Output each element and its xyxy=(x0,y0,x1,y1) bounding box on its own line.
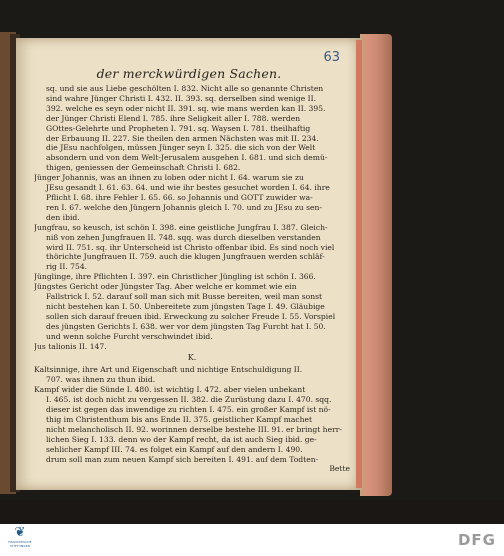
franckesche-stiftungen-logo xyxy=(4,526,36,554)
index-text xyxy=(34,84,350,474)
text-line: sind wahre Jünger Christi I. 432. II. 393. sq. derselben sind wenige II. xyxy=(46,93,317,103)
logo-mark-icon: ❦ xyxy=(14,525,26,540)
text-line: dieser ist gegen das inwendige zu richten I. 475. ein großer Kampf ist nö- xyxy=(46,405,331,414)
text-line: den ibid. xyxy=(46,212,80,222)
text-line: niß von zehen Jungfrauen II. 748. sqq. was durch dieselben verstanden xyxy=(46,232,321,242)
page-edge-stripe xyxy=(356,40,362,488)
text-line: der Erbauung II. 227. Sie theilen den armen Nächsten was mit II. 234. xyxy=(46,133,319,143)
section-letter: K. xyxy=(187,353,197,363)
index-entry: Jünglinge, ihre Pflichten I. 397. ein Christlicher Jüngling ist schön I. 366. xyxy=(34,272,316,282)
dfg-logo: DFG xyxy=(457,531,496,549)
index-entry: Kaltsinnige, ihre Art und Eigenschaft und nichtige Entschuldigung II. xyxy=(34,365,303,375)
text-line: lichen Sieg I. 133. denn wo der Kampf recht, da ist auch Sieg ibid. ge- xyxy=(46,434,317,444)
text-line: absondern und von dem Welt-Jerusalem ausgehen I. 681. und sich demü- xyxy=(46,153,328,163)
text-line: nicht bestehen kan I. 50. Unbereitete zum jüngsten Tage I. 49. Gläubige xyxy=(46,301,325,311)
text-line: I. 465. ist doch nicht zu vergessen II. 382. die Zurüstung dazu I. 470. sqq. xyxy=(46,395,332,405)
text-line: GOttes-Gelehrte und Propheten I. 791. sq. Waysen I. 781. theilhaftig xyxy=(46,123,311,133)
text-line: nicht melancholisch II. 92. worinnen derselbe bestehe III. 91. er bringt herr- xyxy=(46,424,342,434)
logo-text: FRANCKESCHE STIFTUNGEN xyxy=(8,540,32,548)
index-entry: Jungfrau, so keusch, ist schön I. 398. eine geistliche Jungfrau I. 387. Gleich- xyxy=(34,222,328,232)
footer-bar xyxy=(0,524,504,556)
text-line: sollen sich darauf freuen ibid. Erweckung zu solcher Freude I. 55. Vorspiel xyxy=(46,311,336,321)
page-number: 63 xyxy=(323,50,340,65)
text-line: und wenn solche Furcht verschwindet ibid. xyxy=(46,331,213,341)
text-line: Pflicht I. 68. ihre Fehler I. 65. 66. so Johannis und GOTT zuwider wa- xyxy=(46,192,313,202)
text-line: Fallstrick I. 52. darauf soll man sich mit Busse bereiten, weil man sonst xyxy=(46,292,323,302)
running-head: der merckwürdigen Sachen. xyxy=(96,66,282,81)
text-line: thigen, geniessen der Gemeinschaft Christi I. 682. xyxy=(46,163,241,173)
text-line: thig im Christenthum bis ans Ende II. 375. geistlicher Kampf machet xyxy=(46,414,313,424)
text-line: rig II. 754. xyxy=(46,262,88,272)
text-line: JEsu gesandt I. 61. 63. 64. und wie ihr bestes gesuchet worden I. 64. ihre xyxy=(46,183,330,193)
text-line: der Jünger Christi Elend I. 785. ihre Seligkeit aller I. 788. werden xyxy=(46,113,301,123)
text-line: des jüngsten Gerichts I. 638. wer vor dem jüngsten Tag Furcht hat I. 50. xyxy=(46,321,326,331)
index-entry: Jus talionis II. 147. xyxy=(34,341,107,351)
text-line: 707. was ihnen zu thun ibid. xyxy=(46,375,156,385)
index-entry: Jüngstes Gericht oder Jüngster Tag. Aber welche er kommet wie ein xyxy=(34,282,297,292)
index-entry: Jünger Johannis, was an ihnen zu loben oder nicht I. 64. warum sie zu xyxy=(34,173,304,183)
book-page-edges xyxy=(360,34,392,496)
text-line: die JEsu nachfolgen, müssen Jünger seyn I. 325. die sich von der Welt xyxy=(46,143,316,153)
text-line: 392. welche es seyn oder nicht II. 391. sq. wie mans werden kan II. 395. xyxy=(46,103,326,113)
text-line: sehlicher Kampf III. 74. es folget ein Kampf auf den andern I. 490. xyxy=(46,444,303,454)
index-entry: Kampf wider die Sünde I. 480. ist wichtig I. 472. aber vielen unbekant xyxy=(34,385,306,395)
text-line: thörichte Jungfrauen II. 759. auch die klugen Jungfrauen werden schläf- xyxy=(46,252,325,262)
text-line: sq. und sie aus Liebe geschölten I. 832. Nicht alle so genannte Christen xyxy=(46,84,324,93)
catchword: Bette xyxy=(329,464,350,474)
book-page xyxy=(16,38,362,490)
text-line: drum soll man zum neuen Kampf sich bereiten I. 491. auf dem Todten- xyxy=(46,454,319,464)
text-line: wird II. 751. sq. ihr Unterscheid ist Christo offenbar ibid. Es sind noch viel xyxy=(46,242,335,252)
text-line: ren I. 67. welche den Jüngern Johannis gleich I. 70. und zu JEsu zu sen- xyxy=(46,202,322,212)
